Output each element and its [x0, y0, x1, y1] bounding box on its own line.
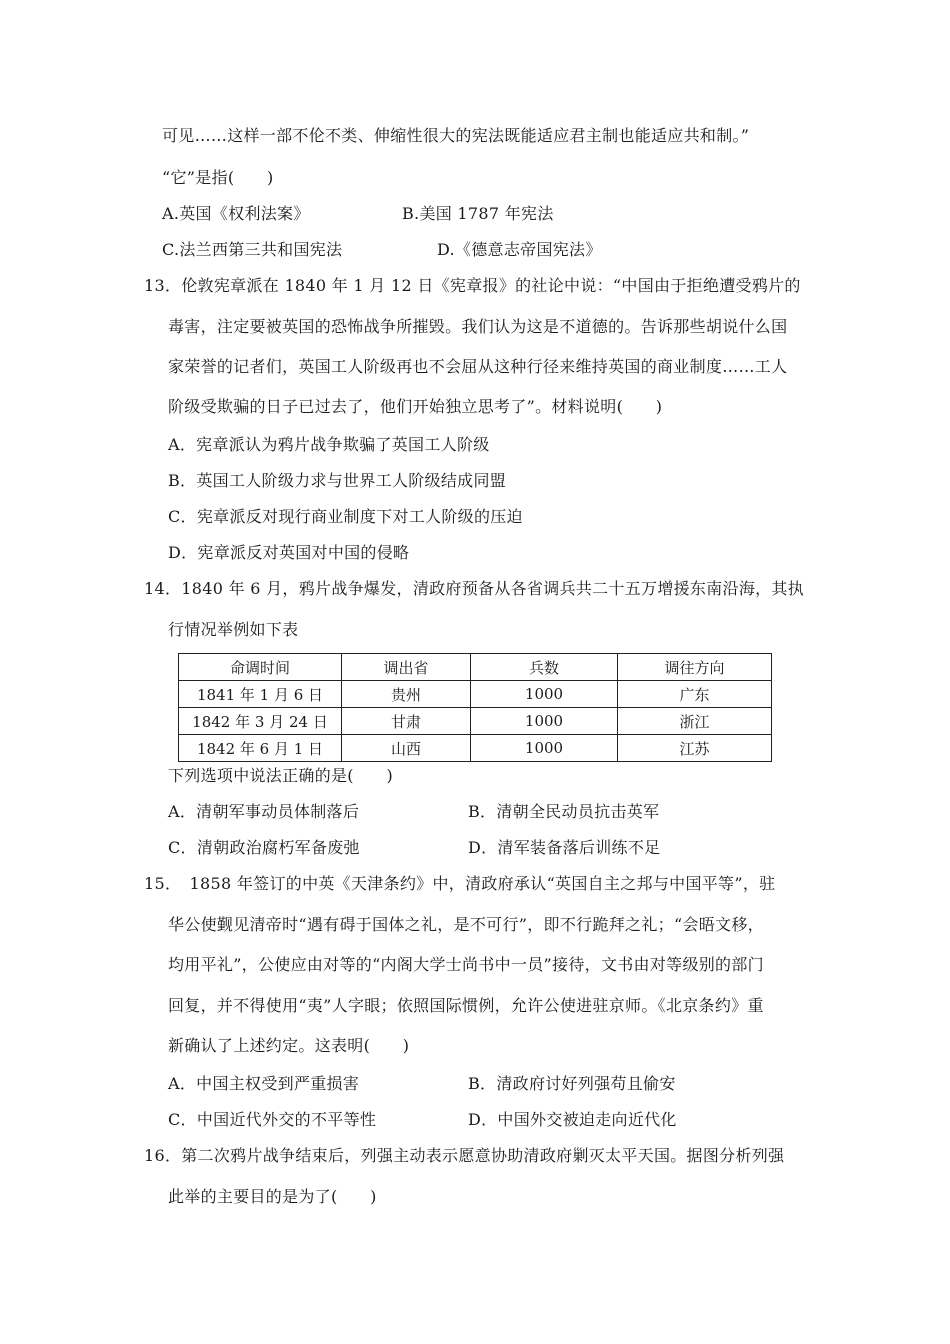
table-cell: 甘肃 [342, 708, 471, 735]
table-row [179, 708, 772, 735]
table-header-row [179, 654, 772, 681]
q14-option-d: D．清军装备落后训练不足 [468, 838, 661, 857]
table-cell: 1000 [471, 681, 618, 708]
table-cell: 广东 [618, 681, 772, 708]
q13-option-a: A．宪章派认为鸦片战争欺骗了英国工人阶级 [168, 435, 490, 454]
q12-option-d: D.《德意志帝国宪法》 [437, 240, 602, 259]
q15-option-c: C．中国近代外交的不平等性 [168, 1110, 377, 1129]
q14-option-c: C．清朝政治腐朽军备废弛 [168, 838, 360, 857]
q15-option-d: D．中国外交被迫走向近代化 [468, 1110, 677, 1129]
q13-line-3: 家荣誉的记者们，英国工人阶级再也不会屈从这种行径来维持英国的商业制度……工人 [168, 357, 788, 376]
table-cell: 1842 年 6 月 1 日 [179, 735, 342, 762]
q13-option-d: D．宪章派反对英国对中国的侵略 [168, 543, 410, 562]
q13-option-b: B．英国工人阶级力求与世界工人阶级结成同盟 [168, 471, 507, 490]
q15-line-5: 新确认了上述约定。这表明( ) [168, 1036, 410, 1055]
q14-line-2: 行情况举例如下表 [168, 620, 299, 639]
q15-option-a: A．中国主权受到严重损害 [168, 1074, 360, 1093]
table-cell: 浙江 [618, 708, 772, 735]
table-row [179, 681, 772, 708]
q13-line-4: 阶级受欺骗的日子已过去了，他们开始独立思考了”。材料说明( ) [168, 397, 663, 416]
table-cell: 贵州 [342, 681, 471, 708]
q16-line-2: 此举的主要目的是为了( ) [168, 1187, 377, 1206]
q14-line-3: 下列选项中说法正确的是( ) [168, 766, 393, 785]
q13-option-c: C．宪章派反对现行商业制度下对工人阶级的压迫 [168, 507, 523, 526]
q15-line-2: 华公使觐见清帝时“遇有碍于国体之礼，是不可行”，即不行跪拜之礼；“会晤文移， [168, 915, 764, 934]
q15-line-1: 15． 1858 年签订的中英《天津条约》中，清政府承认“英国自主之邦与中国平等”，驻 [144, 874, 776, 893]
q16-line-1: 16．第二次鸦片战争结束后，列强主动表示愿意协助清政府剿灭太平天国。据图分析列强 [144, 1146, 785, 1165]
table-header-cell: 调往方向 [618, 654, 772, 681]
q15-line-3: 均用平礼”，公使应由对等的“内阁大学士尚书中一员”接待，文书由对等级别的部门 [168, 955, 764, 974]
q12-line-2: “它”是指( ) [162, 168, 274, 187]
table-row [179, 735, 772, 762]
q12-option-a: A.英国《权利法案》 [162, 204, 310, 223]
table-cell: 山西 [342, 735, 471, 762]
table-cell: 江苏 [618, 735, 772, 762]
q13-line-2: 毒害，注定要被英国的恐怖战争所摧毁。我们认为这是不道德的。告诉那些胡说什么国 [168, 317, 788, 336]
q12-option-c: C.法兰西第三共和国宪法 [162, 240, 343, 259]
q14-option-a: A．清朝军事动员体制落后 [168, 802, 360, 821]
q13-line-1: 13．伦敦宪章派在 1840 年 1 月 12 日《宪章报》的社论中说：“中国由于拒绝遭受鸦片的 [144, 276, 801, 295]
q12-line-1: 可见……这样一部不伦不类、伸缩性很大的宪法既能适应君主制也能适应共和制。” [162, 126, 750, 145]
table-cell: 1842 年 3 月 24 日 [179, 708, 342, 735]
table-header-cell: 兵数 [471, 654, 618, 681]
q15-option-b: B．清政府讨好列强苟且偷安 [468, 1074, 676, 1093]
q14-line-1: 14．1840 年 6 月，鸦片战争爆发，清政府预备从各省调兵共二十五万增援东南沿海，其执 [144, 579, 805, 598]
table-cell: 1000 [471, 708, 618, 735]
q12-option-b: B.美国 1787 年宪法 [402, 204, 554, 223]
q14-option-b: B．清朝全民动员抗击英军 [468, 802, 660, 821]
table-header-cell: 调出省 [342, 654, 471, 681]
table-cell: 1000 [471, 735, 618, 762]
table-header-cell: 命调时间 [179, 654, 342, 681]
q15-line-4: 回复，并不得使用“夷”人字眼；依照国际惯例，允许公使进驻京师。《北京条约》重 [168, 996, 764, 1015]
q14-table [178, 653, 772, 762]
table-cell: 1841 年 1 月 6 日 [179, 681, 342, 708]
